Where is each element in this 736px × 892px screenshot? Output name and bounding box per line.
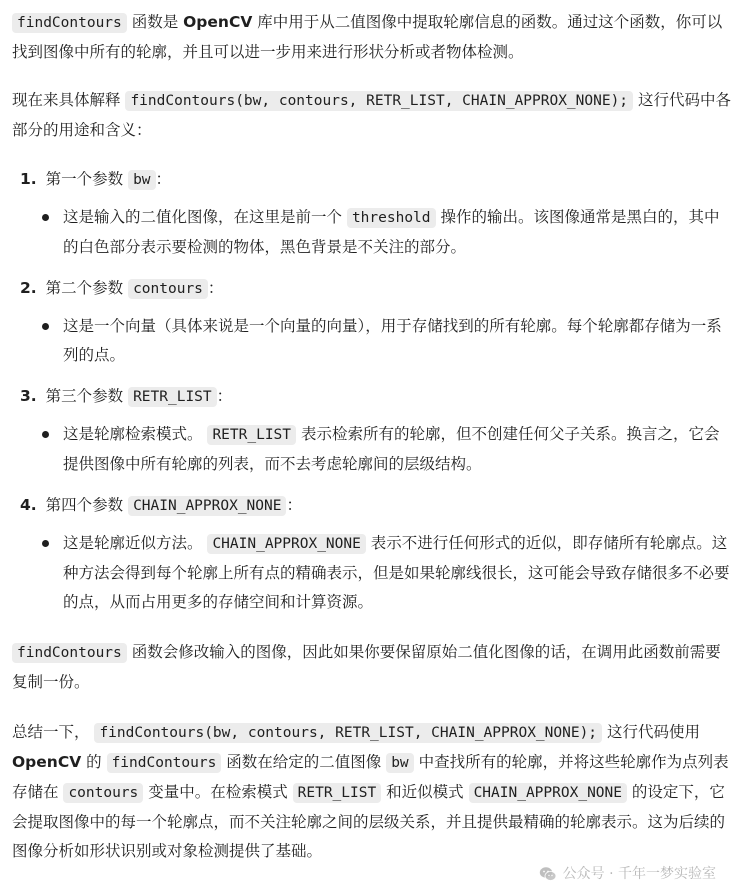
- inline-code: findContours(bw, contours, RETR_LIST, CHAIN_APPROX_NONE);: [125, 91, 633, 111]
- inline-code: bw: [128, 170, 155, 190]
- summary-paragraph: 总结一下， findContours(bw, contours, RETR_LIST, CHAIN_APPROX_NONE); 这行代码使用 OpenCV 的 findContours 函数在给定的二值图像 bw 中查找所有的轮廓，并将这些轮廓作为点列表存储在 contours 变量中。在检索模式 RETR_LIST 和近似模式 CHAIN_APPROX_NONE 的设定下，它会提取图像中的每一个轮廓点，而不关注轮廓之间的层级关系，并且提供最精确的轮廓表示。这为后续的图像分析如形状识别或对象检测提供了基础。: [12, 723, 729, 860]
- parameter-list: [12, 165, 734, 617]
- inline-code: findContours: [12, 643, 127, 663]
- inline-code: findContours: [107, 753, 222, 773]
- list-item: [12, 165, 734, 262]
- brand-name: OpenCV: [183, 13, 253, 31]
- inline-code: contours: [128, 279, 208, 299]
- inline-code: findContours(bw, contours, RETR_LIST, CHAIN_APPROX_NONE);: [94, 723, 602, 743]
- inline-code: threshold: [347, 208, 436, 228]
- step-title: 2. 第二个参数 contours ：: [20, 279, 224, 297]
- step-title: 3. 第三个参数 RETR_LIST ：: [20, 387, 233, 405]
- inline-code: RETR_LIST: [293, 783, 382, 803]
- step-title: 4. 第四个参数 CHAIN_APPROX_NONE ：: [20, 496, 302, 514]
- inline-code: findContours: [12, 13, 127, 33]
- list-item: [12, 491, 734, 617]
- note-paragraph: findContours 函数会修改输入的图像，因此如果你要保留原始二值化图像的话，在调用此函数前需要复制一份。: [12, 643, 721, 691]
- bullet-item: 这是轮廓检索模式。 RETR_LIST 表示检索所有的轮廓，但不创建任何父子关系。换言之，它会提供图像中所有轮廓的列表，而不去考虑轮廓间的层级结构。: [12, 420, 734, 479]
- bullet-item: 这是轮廓近似方法。 CHAIN_APPROX_NONE 表示不进行任何形式的近似，即存储所有轮廓点。这种方法会得到每个轮廓上所有点的精确表示，但是如果轮廓线很长，这可能会导致存储很多不必要的点，从而占用更多的存储空间和计算资源。: [12, 529, 734, 617]
- brand-name: OpenCV: [12, 753, 82, 771]
- step-details: [12, 312, 734, 370]
- bullet-item: 这是一个向量（具体来说是一个向量的向量），用于存储找到的所有轮廓。每个轮廓都存储为一系列的点。: [12, 312, 734, 370]
- inline-code: bw: [386, 753, 413, 773]
- list-item: [12, 274, 734, 370]
- intro-paragraph: findContours 函数是 OpenCV 库中用于从二值图像中提取轮廓信息的函数。通过这个函数，你可以找到图像中所有的轮廓，并且可以进一步用来进行形状分析或者物体检测。: [12, 13, 723, 61]
- watermark: [539, 864, 716, 884]
- step-details: [12, 420, 734, 479]
- inline-code: RETR_LIST: [207, 425, 296, 445]
- step-details: [12, 529, 734, 617]
- inline-code: RETR_LIST: [128, 387, 217, 407]
- inline-code: CHAIN_APPROX_NONE: [207, 534, 365, 554]
- list-item: [12, 382, 734, 479]
- inline-code: CHAIN_APPROX_NONE: [469, 783, 627, 803]
- inline-code: CHAIN_APPROX_NONE: [128, 496, 286, 516]
- explain-paragraph: 现在来具体解释 findContours(bw, contours, RETR_LIST, CHAIN_APPROX_NONE); 这行代码中各部分的用途和含义：: [12, 91, 731, 139]
- wechat-icon: [539, 866, 557, 882]
- step-details: [12, 203, 734, 262]
- step-title: 1. 第一个参数 bw ：: [20, 170, 172, 188]
- bullet-item: 这是输入的二值化图像，在这里是前一个 threshold 操作的输出。该图像通常是黑白的，其中的白色部分表示要检测的物体，黑色背景是不关注的部分。: [12, 203, 734, 262]
- inline-code: contours: [63, 783, 143, 803]
- watermark-text: 公众号 · 千年一梦实验室: [562, 866, 716, 882]
